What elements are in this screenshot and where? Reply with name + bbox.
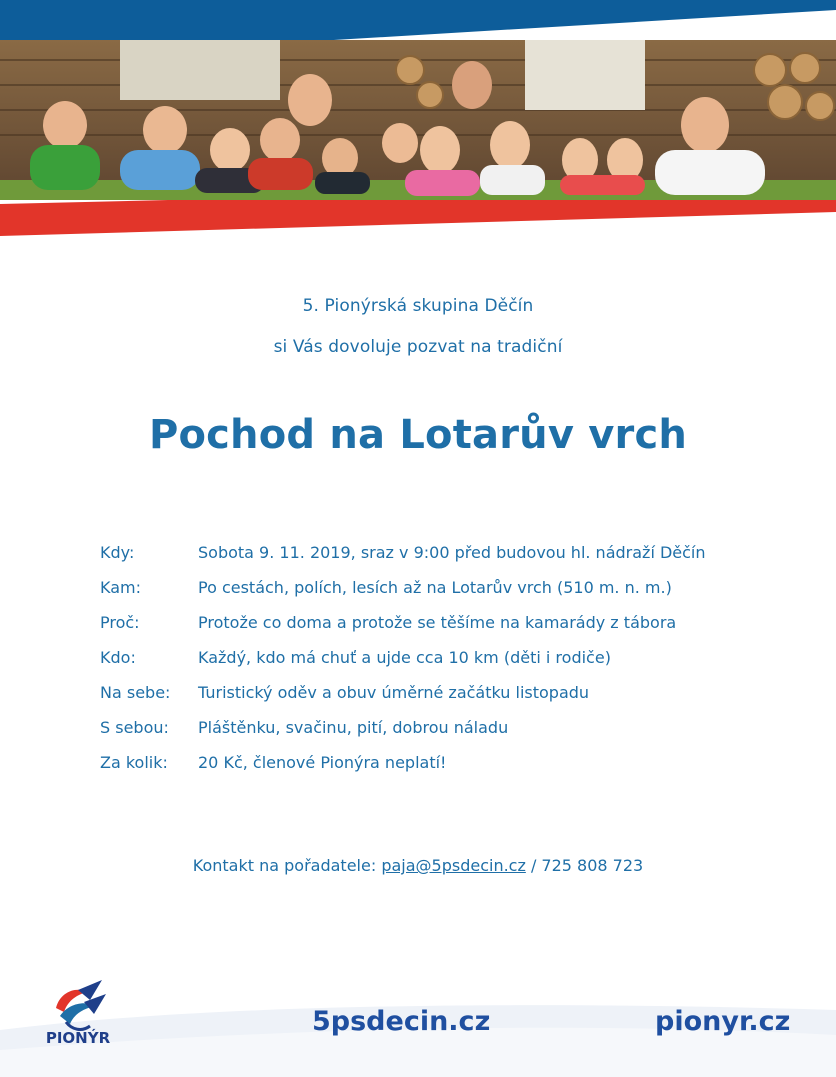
detail-value: Každý, kdo má chuť a ujde cca 10 km (děti i rodiče) — [198, 648, 611, 667]
detail-row-when — [100, 540, 800, 575]
intro-line-invitation: si Vás dovoluje pozvat na tradiční — [273, 337, 563, 357]
detail-row-why — [100, 610, 800, 645]
group-photo — [0, 40, 836, 200]
contact-line — [0, 856, 836, 875]
detail-label: Kdy: — [100, 543, 135, 562]
event-title: Pochod na Lotarův vrch — [148, 412, 688, 458]
event-details — [100, 540, 800, 785]
detail-label: Proč: — [100, 613, 140, 632]
detail-value: 20 Kč, členové Pionýra neplatí! — [198, 753, 447, 772]
intro-line-organizer: 5. Pionýrská skupina Děčín — [302, 296, 534, 316]
logo-text: PIONÝR — [45, 1029, 111, 1047]
contact-prefix: Kontakt na pořadatele: — [192, 856, 382, 875]
detail-label: S sebou: — [100, 718, 169, 737]
detail-value: Sobota 9. 11. 2019, sraz v 9:00 před budovou hl. nádraží Děčín — [198, 543, 706, 562]
detail-label: Kam: — [100, 578, 141, 597]
detail-row-who — [100, 645, 800, 680]
detail-label: Na sebe: — [100, 683, 171, 702]
detail-row-bring — [100, 715, 800, 750]
detail-value: Pláštěnku, svačinu, pití, dobrou náladu — [198, 718, 509, 737]
contact-separator: / — [525, 856, 542, 875]
contact-email-link[interactable]: paja@5psdecin.cz — [381, 856, 526, 875]
detail-label: Za kolik: — [100, 753, 168, 772]
group-website-link[interactable]: 5psdecin.cz — [312, 1006, 491, 1037]
detail-value: Turistický oděv a obuv úměrné začátku listopadu — [198, 683, 590, 702]
contact-phone: 725 808 723 — [541, 856, 644, 875]
detail-row-price — [100, 750, 800, 785]
detail-value: Po cestách, polích, lesích až na Lotarův vrch (510 m. n. m.) — [198, 578, 672, 597]
detail-label: Kdo: — [100, 648, 136, 667]
detail-row-where — [100, 575, 800, 610]
detail-value: Protože co doma a protože se těšíme na kamarády z tábora — [198, 613, 677, 632]
org-website-link[interactable]: pionyr.cz — [655, 1006, 791, 1037]
detail-row-wear — [100, 680, 800, 715]
